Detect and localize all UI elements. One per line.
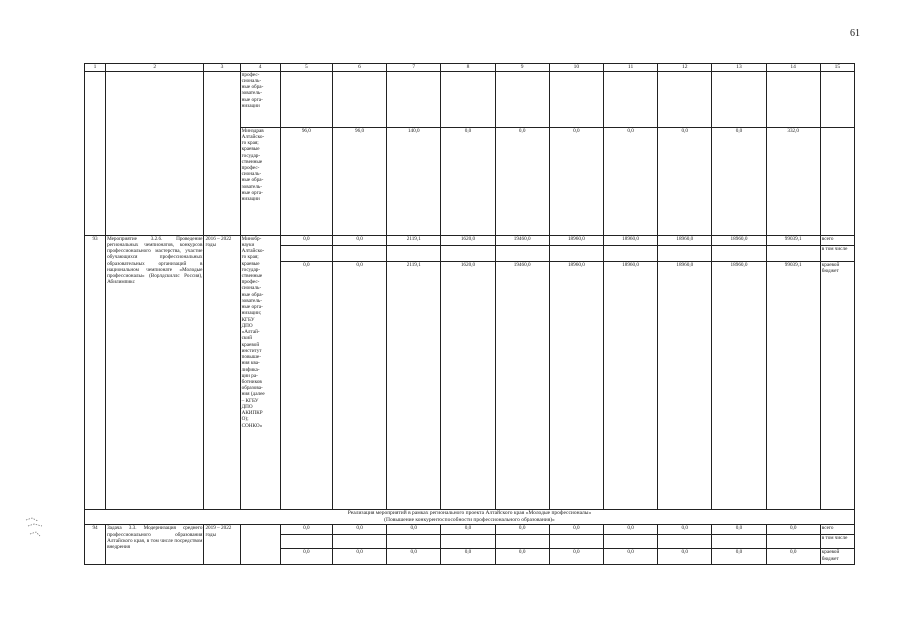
- table-row: [85, 71, 855, 127]
- table-row: [85, 525, 855, 535]
- value-cell: 18960,0: [658, 235, 712, 245]
- col-header: 1: [85, 64, 106, 72]
- handwritten-mark: [24, 512, 46, 542]
- value-cell: 0,0: [280, 235, 332, 245]
- col-header: 6: [332, 64, 386, 72]
- value-cell: 99039,1: [766, 235, 820, 245]
- col-header: 9: [495, 64, 549, 72]
- value-cell: 18960,0: [549, 261, 603, 509]
- col-header: 13: [712, 64, 766, 72]
- funding-source: в том числе: [820, 535, 854, 549]
- funding-source: краевой бюджет: [820, 549, 854, 565]
- value-cell: 18960,0: [603, 261, 657, 509]
- col-header: 5: [280, 64, 332, 72]
- col-header: 2: [106, 64, 204, 72]
- value-cell: 1620,0: [441, 235, 495, 245]
- funding-source: всего: [820, 235, 854, 245]
- period-cell: 2019 – 2022 годы: [204, 525, 240, 565]
- activity-name: Мероприятие 3.2.6. Проведение региональных чемпионатов, конкурсов профессионального мастерства, участие обучающихся профессиональных образовательных организаций в национальном чемпионате «Молодые профессионалы» (Ворлдскиллс Россия), Абилимпикс: [106, 235, 204, 509]
- column-number-row: [85, 64, 855, 72]
- value-cell: 0,0: [495, 549, 549, 565]
- col-header: 15: [820, 64, 854, 72]
- value-cell: 0,0: [658, 127, 712, 235]
- value-cell: 0,0: [280, 261, 332, 509]
- value-cell: 0,0: [549, 525, 603, 535]
- value-cell: 18960,0: [712, 261, 766, 509]
- value-cell: 0,0: [387, 525, 441, 535]
- value-cell: 0,0: [495, 525, 549, 535]
- value-cell: 0,0: [495, 127, 549, 235]
- program-table: [84, 63, 855, 565]
- value-cell: 99039,1: [766, 261, 820, 509]
- value-cell: 0,0: [603, 549, 657, 565]
- value-cell: 0,0: [658, 549, 712, 565]
- col-header: 7: [387, 64, 441, 72]
- value-cell: 0,0: [387, 549, 441, 565]
- page-number: 61: [850, 28, 860, 39]
- value-cell: 0,0: [280, 549, 332, 565]
- col-header: 14: [766, 64, 820, 72]
- section-title: Реализация мероприятий в рамках регионального проекта Алтайского края «Молодые профессионалы» (Повышение конкурентоспособности профессионального образования)»: [85, 509, 855, 525]
- value-cell: 2119,1: [387, 235, 441, 245]
- value-cell: 0,0: [712, 549, 766, 565]
- funding-source: всего: [820, 525, 854, 535]
- value-cell: 19460,0: [495, 261, 549, 509]
- table-row: [85, 235, 855, 245]
- row-number: 94: [85, 525, 106, 565]
- value-cell: 18960,0: [712, 235, 766, 245]
- col-header: 3: [204, 64, 240, 72]
- value-cell: 0,0: [441, 549, 495, 565]
- executor-cell: профес- сиональ- ные обра- зователь- ные орга- низации: [240, 71, 280, 127]
- col-header: 10: [549, 64, 603, 72]
- value-cell: 2119,1: [387, 261, 441, 509]
- value-cell: 0,0: [441, 525, 495, 535]
- col-header: 8: [441, 64, 495, 72]
- value-cell: 18960,0: [603, 235, 657, 245]
- value-cell: 0,0: [712, 525, 766, 535]
- value-cell: 19460,0: [495, 235, 549, 245]
- value-cell: 0,0: [658, 525, 712, 535]
- value-cell: 0,0: [603, 525, 657, 535]
- period-cell: 2016 – 2022 годы: [204, 235, 240, 509]
- row-number: 93: [85, 235, 106, 509]
- value-cell: 0,0: [332, 549, 386, 565]
- section-row: [85, 509, 855, 525]
- value-cell: 0,0: [766, 525, 820, 535]
- funding-source: в том числе: [820, 245, 854, 261]
- value-cell: 0,0: [332, 235, 386, 245]
- value-cell: 332,0: [766, 127, 820, 235]
- value-cell: 0,0: [280, 525, 332, 535]
- value-cell: 1620,0: [441, 261, 495, 509]
- value-cell: 0,0: [712, 127, 766, 235]
- col-header: 11: [603, 64, 657, 72]
- value-cell: 0,0: [603, 127, 657, 235]
- funding-source: краевой бюджет: [820, 261, 854, 509]
- value-cell: 96,0: [332, 127, 386, 235]
- value-cell: 140,0: [387, 127, 441, 235]
- value-cell: 0,0: [332, 261, 386, 509]
- executor-cell: Минобр- науки Алтайско- го края; краевые государ- ственные профес- сиональ- ные обра- зователь- ные орга- низации; КГБУ ДПО «Алтай- ский краевой институт повыше- ния ква- лифика- ции ра- ботников образова- ния (далее – КГБУ ДПО АКИПКР О); СОНКО»: [240, 235, 280, 509]
- value-cell: 18960,0: [549, 235, 603, 245]
- value-cell: 0,0: [766, 549, 820, 565]
- executor-cell: Минздрав Алтайско- го края; краевые государ- ственные профес- сиональ- ные обра- зователь- ные орга- низации: [240, 127, 280, 235]
- value-cell: 0,0: [332, 525, 386, 535]
- col-header: 12: [658, 64, 712, 72]
- value-cell: 0,0: [549, 127, 603, 235]
- value-cell: 96,0: [280, 127, 332, 235]
- value-cell: 18960,0: [658, 261, 712, 509]
- value-cell: 0,0: [441, 127, 495, 235]
- value-cell: 0,0: [549, 549, 603, 565]
- activity-name: Задача 3.3. Модернизация среднего профессионального образования Алтайского края, в том числе посредством внедрения: [106, 525, 204, 565]
- col-header: 4: [240, 64, 280, 72]
